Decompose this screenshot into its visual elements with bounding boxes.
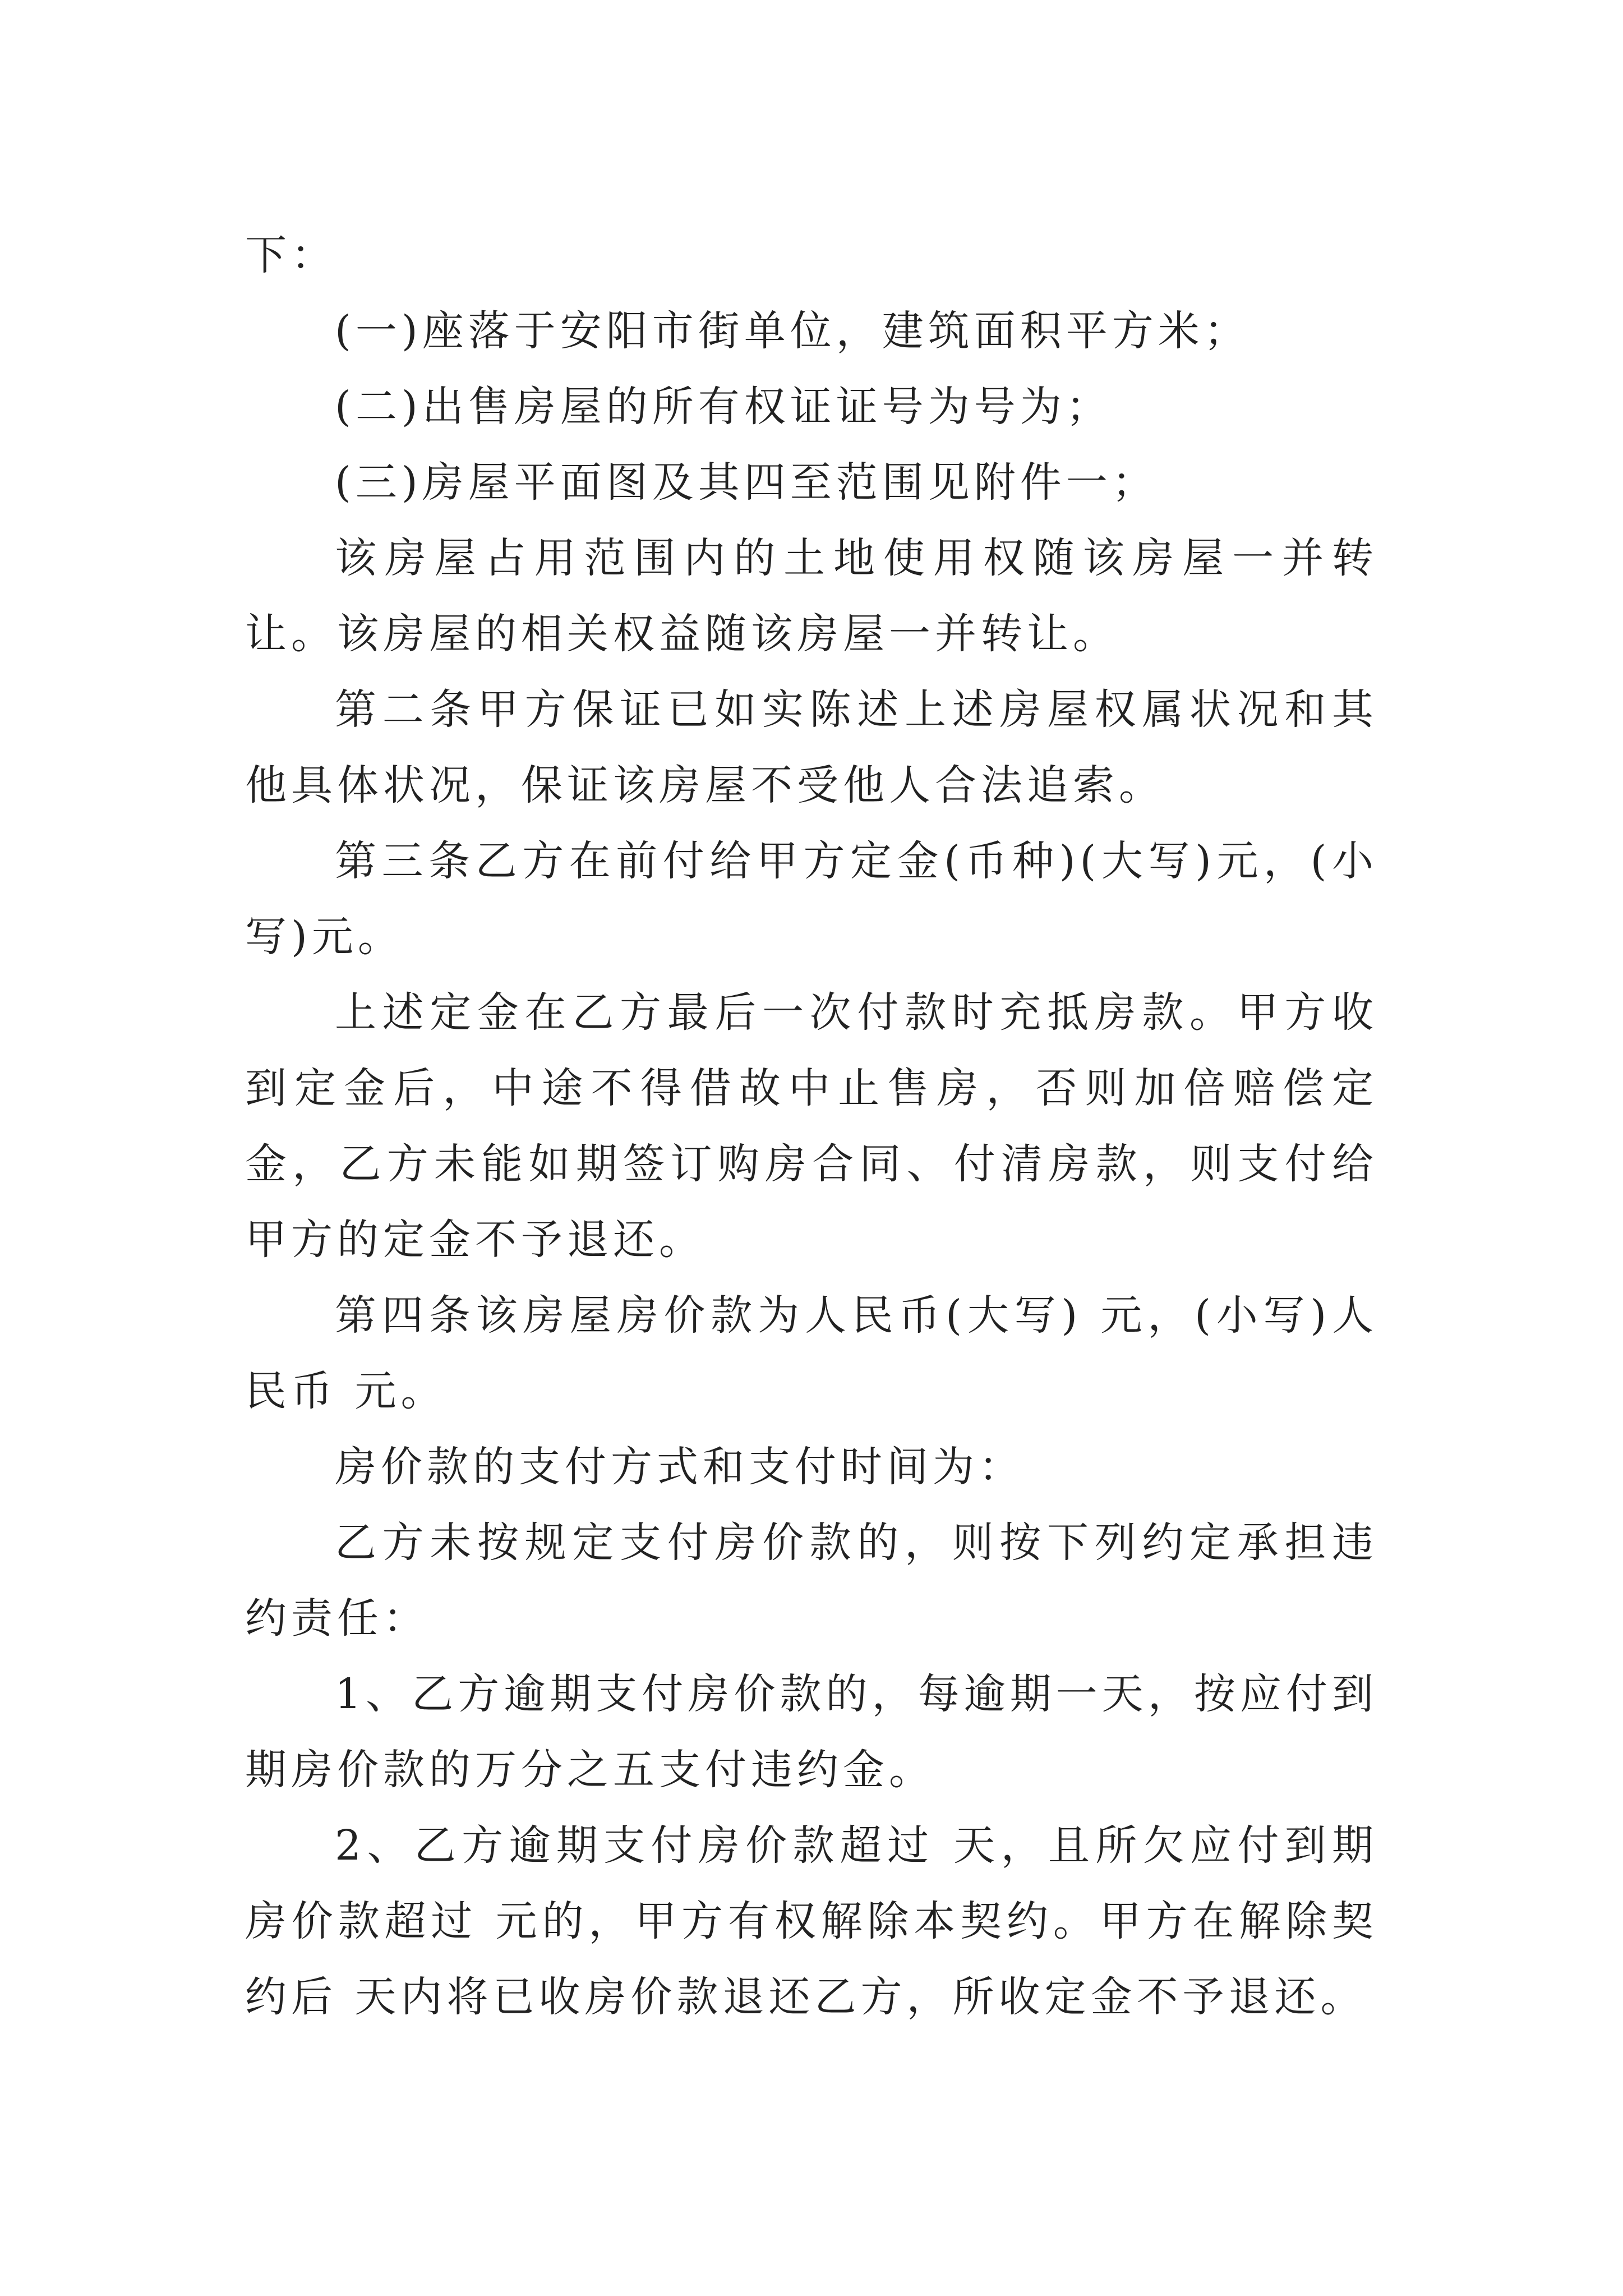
paragraph-item-2-certificate: (二)出售房屋的所有权证证号为号为； (335, 383, 1112, 431)
paragraph-clause-1: 1、乙方逾期支付房价款的，每逾期一天，按应付到期房价款的万分之五支付违约金。 (245, 1670, 1378, 1794)
paragraph-item-3-floorplan: (三)房屋平面图及其四至范围见附件一； (335, 458, 1158, 507)
document-body (245, 218, 1378, 2035)
paragraph-article-3: 第三条乙方在前付给甲方定金(币种)(大写)元，(小写)元。 (245, 837, 1378, 961)
paragraph-article-4: 第四条该房屋房价款为人民币(大写) 元，(小写)人民币 元。 (245, 1291, 1378, 1415)
paragraph-article-2: 第二条甲方保证已如实陈述上述房屋权属状况和其他具体状况，保证该房屋不受他人合法追索。 (245, 685, 1378, 809)
paragraph-intro-continuation: 下： (245, 231, 337, 279)
paragraph-land-use-rights: 该房屋占用范围内的土地使用权随该房屋一并转让。该房屋的相关权益随该房屋一并转让。 (245, 534, 1378, 658)
paragraph-item-1-location: (一)座落于安阳市街单位，建筑面积平方米； (335, 307, 1250, 355)
paragraph-breach-liability: 乙方未按规定支付房价款的，则按下列约定承担违约责任： (245, 1519, 1378, 1642)
paragraph-deposit-terms: 上述定金在乙方最后一次付款时充抵房款。甲方收到定金后，中途不得借故中止售房，否则加倍赔偿定金，乙方未能如期签订购房合同、付清房款，则支付给甲方的定金不予退还。 (245, 988, 1378, 1264)
paragraph-clause-2: 2、乙方逾期支付房价款超过 天，且所欠应付到期房价款超过 元的，甲方有权解除本契约。甲方在解除契约后 天内将已收房价款退还乙方，所收定金不予退还。 (245, 1821, 1378, 2021)
paragraph-payment-method: 房价款的支付方式和支付时间为： (335, 1443, 1025, 1491)
